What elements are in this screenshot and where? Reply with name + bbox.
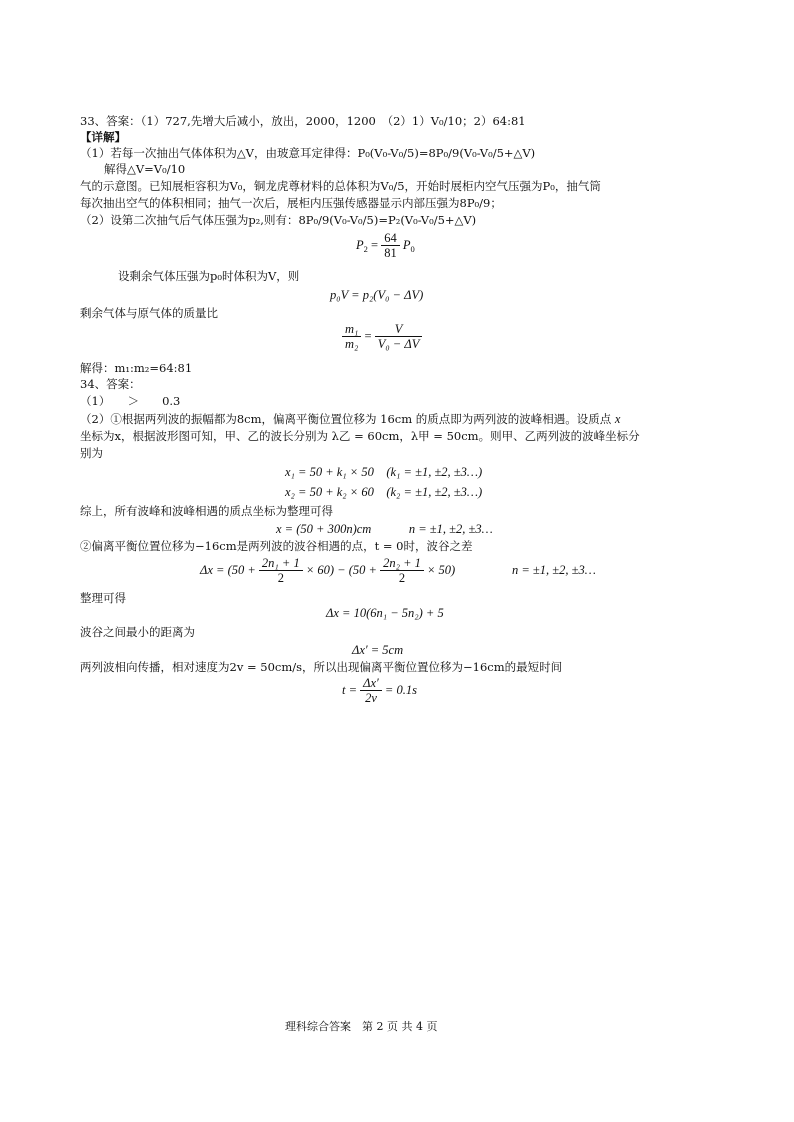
q34-part2-line3: 别为 — [80, 446, 103, 460]
equation-p2-denominator: 81 — [384, 246, 397, 261]
equation-dx-frac1-num: 2n₁ + 1 — [259, 556, 303, 571]
q33-line1: （1）若每一次抽出气体体积为△V，由玻意耳定律得：P₀(V₀-V₀/5)=8P₀/9(V₀-V₀/5+△V) — [80, 146, 536, 160]
equation-dx-min: Δx′ = 5cm — [352, 643, 404, 657]
equation-p2: $P_2$ = $\frac{64}{81}$ $P_0$ — [356, 231, 415, 261]
q33-detail-heading: 【详解】 — [80, 130, 126, 144]
equation-dx — [200, 556, 455, 586]
equation-mass-lhs — [342, 322, 361, 352]
equation-x: x = (50 + 300n)cm n = ±1, ±2, ±3… — [276, 522, 493, 536]
equation-mass-ratio: $\frac{\text{m₁}}{\text{m₂}}$ = $\frac{V}{\text{V₀ − ΔV}}$ — [342, 322, 422, 352]
equation-x2: x₂ = 50 + k₂ × 60 (k₂ = ±1, ±2, ±3…) — [285, 485, 483, 499]
equation-dx-part-b: × 60) − (50 + — [305, 562, 377, 577]
equation-mass-rden: V₀ − ΔV — [377, 337, 420, 352]
equation-p2-fraction — [381, 231, 400, 261]
q34-min-distance: 波谷之间最小的距离为 — [80, 625, 195, 639]
q34-variable-x: x — [614, 412, 621, 426]
equation-dx2: Δx = 10(6n₁ − 5n₂) + 5 — [326, 606, 444, 620]
q34-answer: 34、答案： — [80, 377, 141, 391]
q34-speed: 两列波相向传播，相对速度为2v = 50cm/s，所以出现偏离平衡位置位移为−16cm的最短时间 — [80, 660, 563, 674]
equation-p2-numerator: 64 — [381, 231, 400, 246]
q34-tidy: 整理可得 — [80, 591, 126, 605]
equation-mass-rnum: V — [375, 322, 423, 337]
q34-part2-line1-text: （2）①根据两列波的振幅都为8cm，偏离平衡位置位移为 16cm 的质点即为两列波的波峰相遇。设质点 — [80, 412, 612, 426]
equation-dx-frac2-num: 2n₂ + 1 — [380, 556, 424, 571]
equation-dx-frac2 — [380, 556, 424, 586]
q33-answer: 33、答案：（1）727,先增大后减小，放出，2000，1200 （2）1）V₀/10；2）64:81 — [80, 114, 526, 128]
equation-mass-rhs — [375, 322, 423, 352]
q34-trough: ②偏离平衡位置位移为−16cm是两列波的波谷相遇的点，t = 0时，波谷之差 — [80, 539, 473, 553]
q33-line4: 每次抽出空气的体积相同；抽气一次后，展柜内压强传感器显示内部压强为8P₀/9； — [80, 196, 502, 210]
equation-t-fraction — [360, 676, 382, 706]
q34-part2-line2: 坐标为x，根据波形图可知，甲、乙的波长分别为 λ乙 = 60cm，λ甲 = 50cm。则甲、乙两列波的波峰坐标分 — [80, 429, 640, 443]
equation-dx-frac1 — [259, 556, 303, 586]
equation-mass-num: m₁ — [342, 322, 361, 337]
equation-mass-den: m₂ — [345, 337, 359, 352]
equation-dx-part-c: × 50) — [427, 562, 456, 577]
equation-t-den: 2v — [365, 691, 377, 706]
equation-t — [342, 676, 417, 706]
q34-part2-line1 — [80, 412, 620, 427]
equation-pv: p₀V = p₂(V₀ − ΔV) — [330, 288, 424, 302]
equation-dx-n: n = ±1, ±2, ±3… — [512, 563, 596, 577]
q33-line5: （2）设第二次抽气后气体压强为p₂,则有：8P₀/9(V₀-V₀/5)=P₂(V₀-V₀/5+△V) — [80, 213, 477, 227]
equation-x1: x₁ = 50 + k₁ × 50 (k₁ = ±1, ±2, ±3…) — [285, 465, 483, 479]
q33-line3: 气的示意图。已知展柜容积为V₀，铜龙虎尊材料的总体积为V₀/5，开始时展柜内空气压强为P₀，抽气筒 — [80, 179, 601, 193]
equation-t-rhs: = 0.1s — [384, 682, 417, 697]
q33-line7: 剩余气体与原气体的质量比 — [80, 306, 218, 320]
q33-result: 解得：m₁:m₂=64:81 — [80, 361, 193, 375]
equation-dx-frac1-den: 2 — [277, 571, 284, 586]
equation-p2-rhs: P — [402, 237, 411, 252]
equation-p2-lhs: P — [356, 237, 364, 252]
q34-part1: （1） ＞ 0.3 — [80, 394, 181, 408]
q33-line6: 设剩余气体压强为p₀时体积为V，则 — [118, 269, 300, 283]
q34-summary: 综上，所有波峰和波峰相遇的质点坐标为整理可得 — [80, 504, 333, 518]
equation-dx-part-a: Δx = (50 + — [200, 562, 256, 577]
page-footer: 理科综合答案 第 2 页 共 4 页 — [285, 1020, 438, 1033]
equation-dx-frac2-den: 2 — [398, 571, 406, 586]
q33-line2: 解得△V=V₀/10 — [104, 162, 186, 176]
equation-t-lhs: t = — [342, 682, 358, 697]
equation-t-num: Δx′ — [360, 676, 382, 691]
